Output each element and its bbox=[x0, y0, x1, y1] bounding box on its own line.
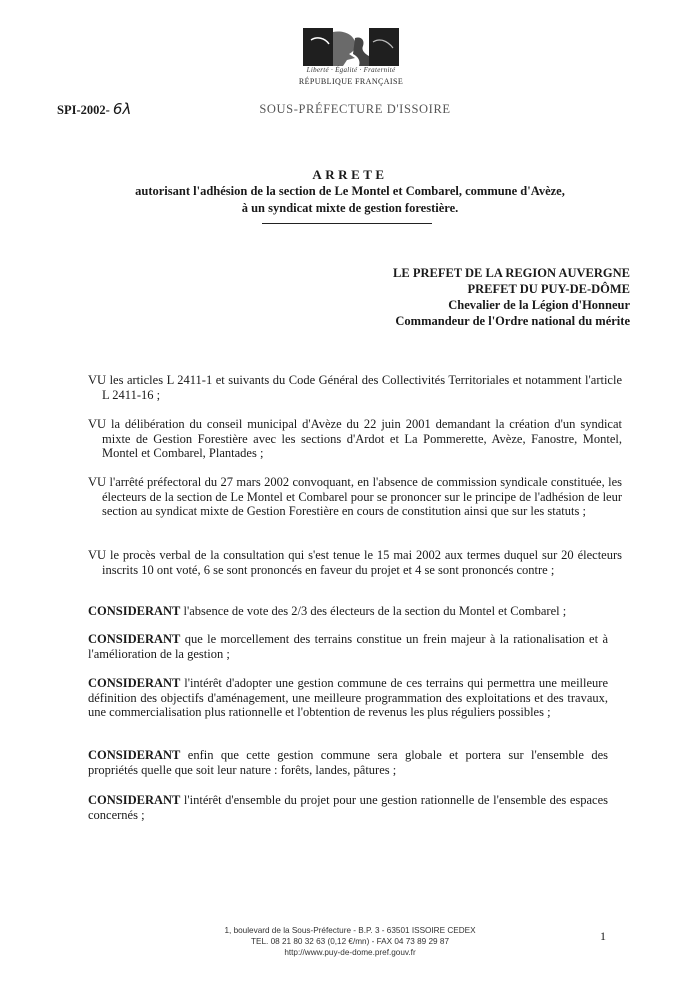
title-line-1: autorisant l'adhésion de la section de Le Montel et Combarel, commune d'Avèze, bbox=[135, 184, 565, 198]
paragraph-lead: CONSIDERANT bbox=[88, 676, 181, 690]
paragraph-text: l'arrêté préfectoral du 27 mars 2002 convoquant, en l'absence de commission syndicale constituée, les électeurs de la section de Le Montel et Combarel pour se prononcer sur le principe de l'adhésion de leur section au syndicat mixte de Gestion Forestière en cours de constitution ainsi que sur les statuts ; bbox=[102, 475, 622, 518]
paragraph-lead: VU bbox=[88, 417, 107, 431]
paragraph-text: les articles L 2411-1 et suivants du Code Général des Collectivités Territoriales et notamment l'article L 2411-16 ; bbox=[102, 373, 622, 402]
title-divider bbox=[262, 223, 432, 224]
republic-motto: Liberté · Égalité · Fraternité bbox=[306, 66, 396, 74]
prefet-line-3: Chevalier de la Légion d'Honneur bbox=[448, 298, 630, 312]
list-item bbox=[88, 676, 608, 720]
list-item bbox=[88, 793, 608, 822]
paragraph-lead: CONSIDERANT bbox=[88, 632, 181, 646]
reference-prefix: SPI-2002- bbox=[57, 103, 110, 117]
prefet-line-4: Commandeur de l'Ordre national du mérite bbox=[395, 314, 630, 328]
paragraph-lead: VU bbox=[88, 373, 107, 387]
paragraph-lead: VU bbox=[88, 548, 107, 562]
paragraph-text: le procès verbal de la consultation qui s'est tenue le 15 mai 2002 aux termes duquel sur 20 électeurs inscrits 10 ont voté, 6 se sont prononcés en faveur du projet et 4 se sont prononcés contre ; bbox=[102, 548, 622, 577]
republic-label: RÉPUBLIQUE FRANÇAISE bbox=[298, 77, 404, 86]
paragraph-lead: VU bbox=[88, 475, 107, 489]
title-line-2: à un syndicat mixte de gestion forestière. bbox=[241, 201, 459, 215]
list-item bbox=[88, 417, 622, 461]
document-title: ARRETE bbox=[312, 167, 388, 182]
office-name: SOUS-PRÉFECTURE D'ISSOIRE bbox=[259, 102, 451, 116]
list-item bbox=[88, 604, 608, 619]
marianne-logo bbox=[303, 28, 399, 66]
prefet-line-2: PREFET DU PUY-DE-DÔME bbox=[467, 282, 630, 296]
paragraph-lead: CONSIDERANT bbox=[88, 748, 181, 762]
page-number: 1 bbox=[600, 929, 606, 943]
paragraph-lead: CONSIDERANT bbox=[88, 793, 181, 807]
list-item bbox=[88, 748, 608, 777]
footer-address: 1, boulevard de la Sous-Préfecture - B.P. 3 - 63501 ISSOIRE CEDEX bbox=[224, 926, 476, 935]
prefet-line-1: LE PREFET DE LA REGION AUVERGNE bbox=[393, 266, 630, 280]
paragraph-text: que le morcellement des terrains constitue un frein majeur à la rationalisation et à l'amélioration de la gestion ; bbox=[88, 632, 608, 661]
reference-handwritten: 6λ bbox=[112, 100, 132, 118]
document-reference bbox=[57, 100, 131, 118]
paragraph-text: l'absence de vote des 2/3 des électeurs de la section du Montel et Combarel ; bbox=[180, 604, 567, 618]
list-item bbox=[88, 548, 622, 577]
list-item bbox=[88, 373, 622, 402]
paragraph-text: l'intérêt d'ensemble du projet pour une gestion rationnelle de l'ensemble des espaces concernés ; bbox=[88, 793, 608, 822]
footer-phone: TEL. 08 21 80 32 63 (0,12 €/mn) - FAX 04 73 89 29 87 bbox=[251, 937, 449, 946]
list-item bbox=[88, 632, 608, 661]
list-item bbox=[88, 475, 622, 519]
paragraph-text: la délibération du conseil municipal d'Avèze du 22 juin 2001 demandant la création d'un syndicat mixte de Gestion Forestière avec les sections d'Ardot et La Pommerette, Avèze, Fanostre, Montel, Montel et Combarel, Plantades ; bbox=[102, 417, 622, 460]
paragraph-lead: CONSIDERANT bbox=[88, 604, 181, 618]
footer-website: http://www.puy-de-dome.pref.gouv.fr bbox=[284, 948, 416, 957]
paragraph-text: enfin que cette gestion commune sera globale et portera sur l'ensemble des propriétés quelle que soit leur nature : forêts, landes, pâtures ; bbox=[88, 748, 608, 777]
paragraph-text: l'intérêt d'adopter une gestion commune de ces terrains qui permettra une meilleure définition des objectifs d'aménagement, une meilleure programmation des exploitations et des travaux, une commercialisation plus rationnelle et l'obtention de revenus les plus réguliers possibles ; bbox=[88, 676, 608, 719]
